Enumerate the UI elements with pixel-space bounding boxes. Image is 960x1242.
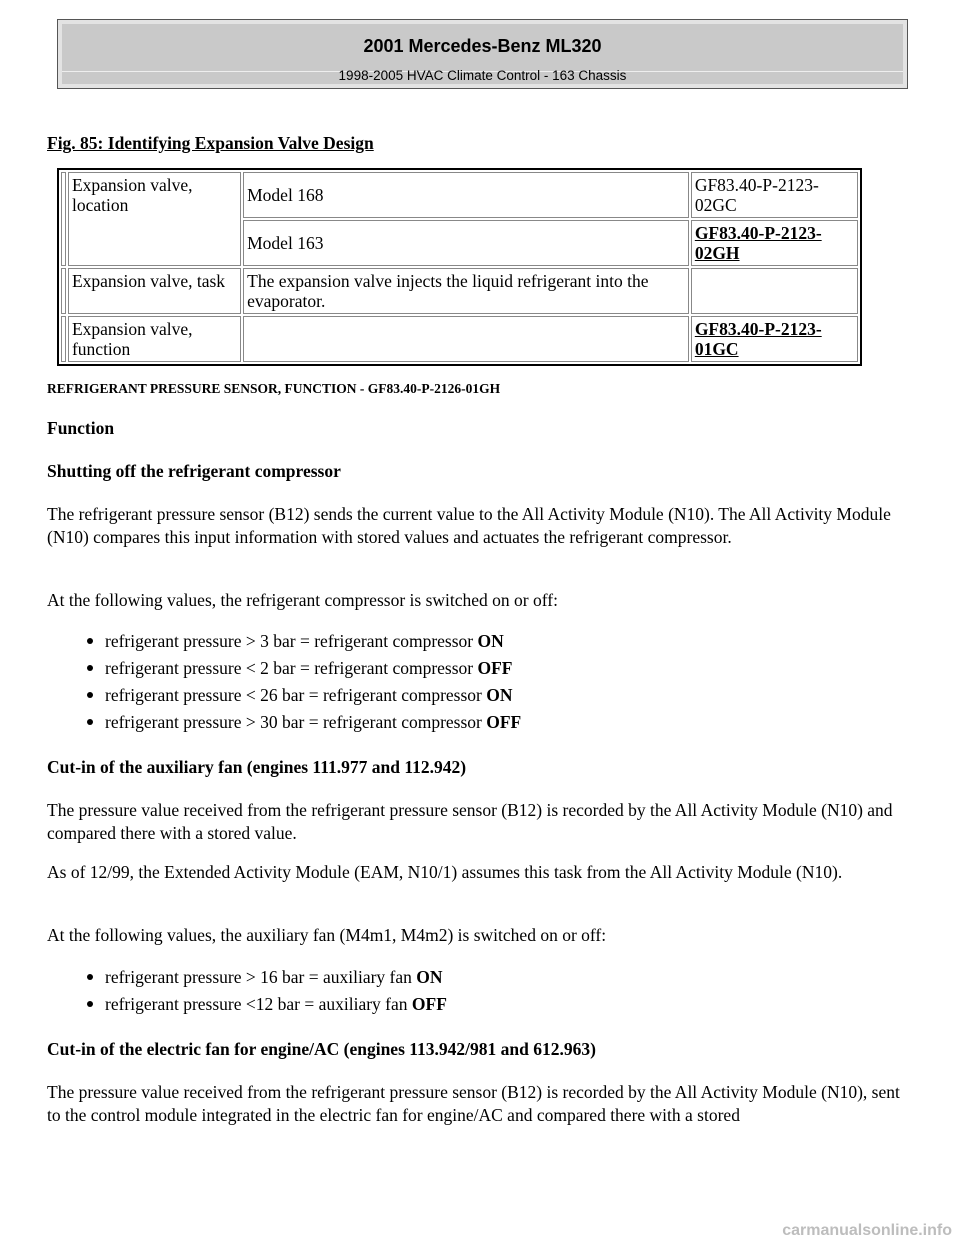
- list-item: refrigerant pressure <12 bar = auxiliary fan OFF: [85, 993, 447, 1020]
- compressor-threshold-list: [85, 630, 521, 738]
- ref-link[interactable]: GF83.40-P-2123-01GC: [694, 319, 822, 359]
- bullet-icon: [87, 1001, 93, 1007]
- ref-link[interactable]: GF83.40-P-2123-02GH: [694, 223, 822, 263]
- table-row: [61, 316, 858, 362]
- bullet-icon: [87, 665, 93, 671]
- description-cell: The expansion valve injects the liquid refrigerant into the evaporator.: [243, 268, 689, 314]
- ref-cell: [691, 220, 858, 266]
- site-watermark: carmanualsonline.info: [782, 1222, 952, 1239]
- model-cell: Model 163: [243, 220, 689, 266]
- figure-caption: Fig. 85: Identifying Expansion Valve Design: [47, 133, 374, 153]
- bullet-icon: [87, 974, 93, 980]
- manual-subtitle: 1998-2005 HVAC Climate Control - 163 Chassis: [338, 68, 627, 83]
- ref-cell: GF83.40-P-2123-02GC: [691, 172, 858, 218]
- paragraph: The pressure value received from the refrigerant pressure sensor (B12) is recorded by the All Activity Module (N10) and compared there with a stored value.: [47, 800, 893, 843]
- table-spacer-cell: [61, 268, 66, 314]
- bullet-icon: [87, 719, 93, 725]
- table-spacer-cell: [61, 172, 66, 266]
- description-cell: [243, 316, 689, 362]
- heading-function: Function: [47, 418, 115, 438]
- row-label: Expansion valve, task: [68, 268, 241, 314]
- list-item: refrigerant pressure > 30 bar = refrigerant compressor OFF: [85, 711, 521, 738]
- bullet-icon: [87, 638, 93, 644]
- list-item: refrigerant pressure > 16 bar = auxiliary fan ON: [85, 966, 447, 993]
- ref-cell: [691, 268, 858, 314]
- list-item: refrigerant pressure < 2 bar = refrigerant compressor OFF: [85, 657, 521, 684]
- paragraph: The refrigerant pressure sensor (B12) sends the current value to the All Activity Module (N10). The All Activity Module (N10) compares this input information with stored values and actuates the refrigerant compressor.: [47, 504, 891, 547]
- paragraph: At the following values, the refrigerant compressor is switched on or off:: [47, 590, 558, 610]
- vehicle-title: 2001 Mercedes-Benz ML320: [62, 26, 903, 66]
- section-title: REFRIGERANT PRESSURE SENSOR, FUNCTION - GF83.40-P-2126-01GH: [47, 381, 501, 396]
- paragraph: As of 12/99, the Extended Activity Module (EAM, N10/1) assumes this task from the All Activity Module (N10).: [47, 862, 843, 882]
- paragraph: The pressure value received from the refrigerant pressure sensor (B12) is recorded by the All Activity Module (N10), sent to the control module integrated in the electric fan for engine/AC and compared there with a stored: [47, 1082, 900, 1125]
- bullet-icon: [87, 692, 93, 698]
- document-header: [57, 19, 908, 89]
- model-cell: Model 168: [243, 172, 689, 218]
- expansion-valve-table: [57, 168, 862, 366]
- table-row: [61, 268, 858, 314]
- table-row: [61, 172, 858, 218]
- heading-aux-fan: Cut-in of the auxiliary fan (engines 111.977 and 112.942): [47, 757, 467, 777]
- heading-electric-fan: Cut-in of the electric fan for engine/AC (engines 113.942/981 and 612.963): [47, 1039, 596, 1059]
- paragraph: At the following values, the auxiliary fan (M4m1, M4m2) is switched on or off:: [47, 925, 607, 945]
- list-item: refrigerant pressure > 3 bar = refrigerant compressor ON: [85, 630, 521, 657]
- row-label: Expansion valve, function: [68, 316, 241, 362]
- row-label: Expansion valve, location: [68, 172, 241, 266]
- heading-shutoff: Shutting off the refrigerant compressor: [47, 461, 341, 481]
- fan-threshold-list: [85, 966, 447, 1020]
- table-spacer-cell: [61, 316, 66, 362]
- list-item: refrigerant pressure < 26 bar = refrigerant compressor ON: [85, 684, 521, 711]
- ref-cell: [691, 316, 858, 362]
